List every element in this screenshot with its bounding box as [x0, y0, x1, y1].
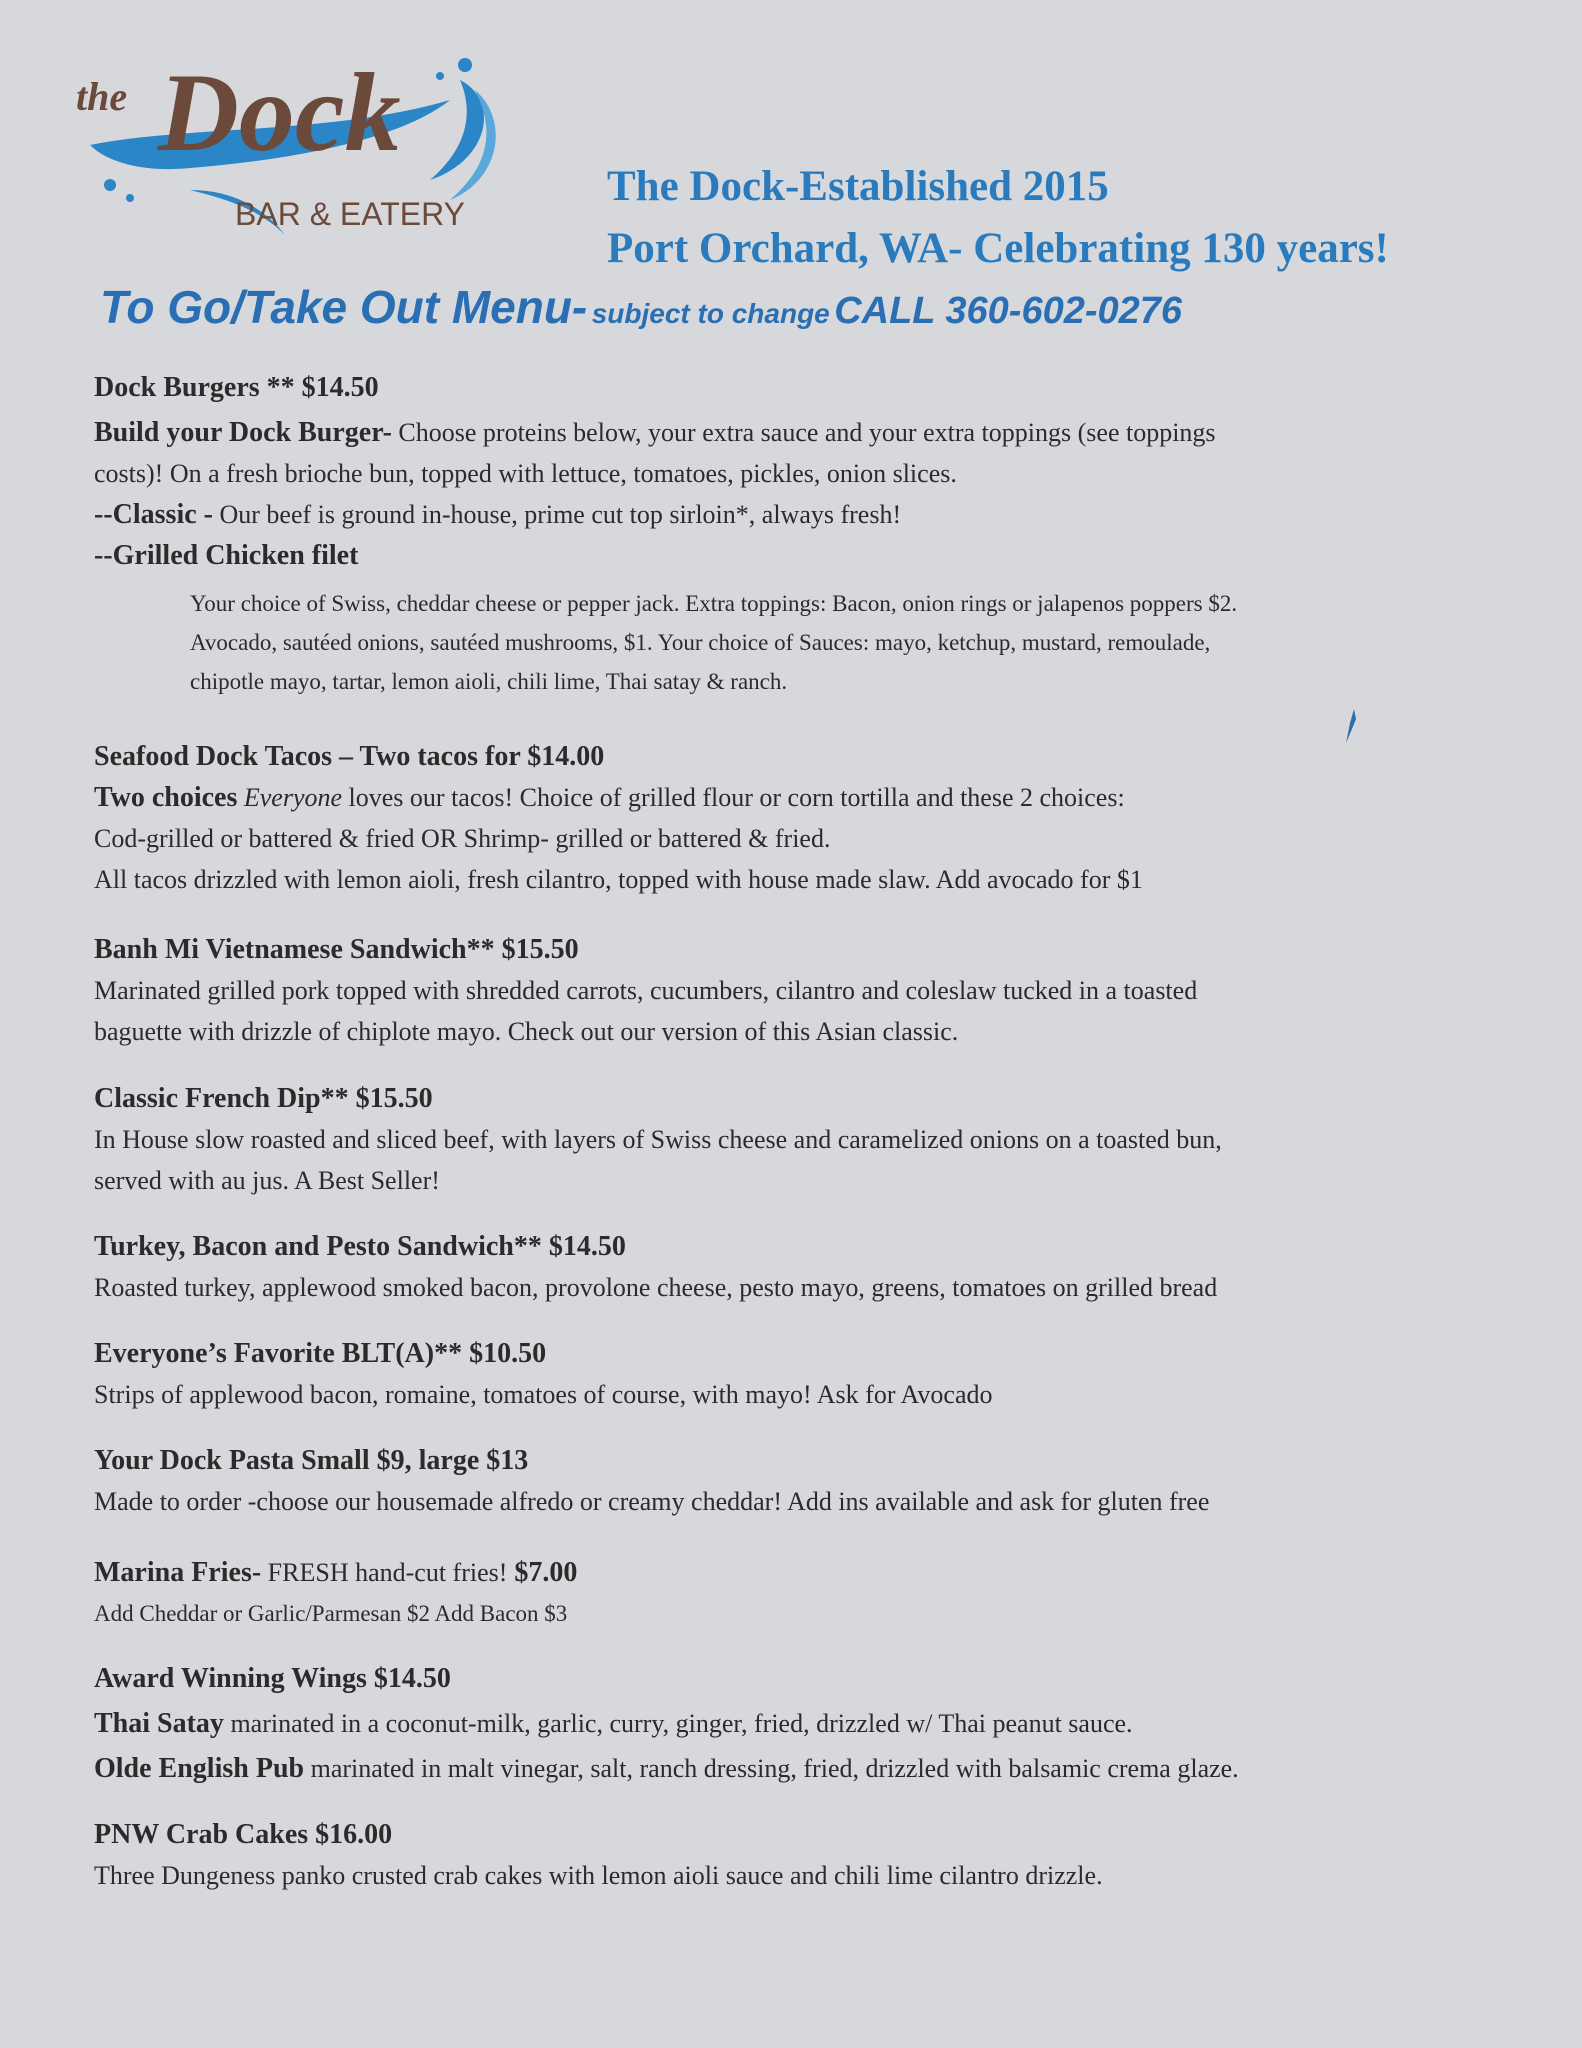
fries-title-rest: FRESH hand-cut fries!: [261, 1558, 508, 1587]
takeout-note: subject to change: [591, 298, 830, 329]
section-fries: [94, 1552, 1522, 1634]
classic-desc: Our beef is ground in-house, prime cut top sirloin*, always fresh!: [212, 500, 902, 529]
blt-desc: Strips of applewood bacon, romaine, tomatoes of course, with mayo! Ask for Avocado: [94, 1380, 993, 1409]
fries-desc: Add Cheddar or Garlic/Parmesan $2 Add Bacon $3: [94, 1601, 568, 1626]
banh-mi-desc: Marinated grilled pork topped with shredded carrots, cucumbers, cilantro and coleslaw tucked in a toasted: [94, 976, 1198, 1005]
turkey-title: Turkey, Bacon and Pesto Sandwich** $14.50: [94, 1231, 626, 1262]
takeout-title: To Go/Take Out Menu-: [100, 281, 588, 333]
logo-small-word: the: [76, 74, 128, 119]
water-drop: [126, 194, 134, 202]
takeout-heading: [100, 281, 1183, 333]
section-banh-mi: [94, 929, 1522, 1052]
tacos-choices-title: Two choices: [94, 782, 238, 813]
thai-satay-line: [94, 1703, 1522, 1744]
ink-mark: [1344, 707, 1358, 745]
section-turkey: [94, 1226, 1522, 1308]
pub-line: [94, 1748, 1522, 1789]
wings-title: Award Winning Wings $14.50: [94, 1663, 451, 1694]
logo: [70, 40, 510, 250]
section-wings: [94, 1658, 1522, 1789]
classic-line: [94, 494, 1522, 535]
thai-satay-desc: marinated in a coconut-milk, garlic, curry, ginger, fried, drizzled w/ Thai peanut sauce.: [223, 1709, 1133, 1738]
tacos-choices-line: [94, 777, 1522, 818]
dock-logo-graphic: [70, 40, 510, 250]
tacos-choices-desc: loves our tacos! Choice of grilled flour or corn tortilla and these 2 choices:: [342, 783, 1125, 812]
section-tacos: [94, 736, 1522, 900]
water-drop: [436, 72, 444, 80]
section-burgers: [94, 367, 1522, 701]
header-established: The Dock-Established 2015: [607, 163, 1109, 210]
tacos-title: Seafood Dock Tacos – Two tacos for $14.00: [94, 741, 605, 772]
french-dip-desc: In House slow roasted and sliced beef, with layers of Swiss cheese and caramelized onions on a toasted bun,: [94, 1125, 1222, 1154]
section-blt: [94, 1333, 1522, 1415]
section-french-dip: [94, 1078, 1522, 1201]
turkey-desc: Roasted turkey, applewood smoked bacon, provolone cheese, pesto mayo, greens, tomatoes on grilled bread: [94, 1273, 1218, 1302]
water-drop: [458, 58, 472, 72]
banh-mi-title: Banh Mi Vietnamese Sandwich** $15.50: [94, 934, 579, 965]
phone-number: CALL 360-602-0276: [834, 290, 1183, 332]
tacos-desc: All tacos drizzled with lemon aioli, fresh cilantro, topped with house made slaw. Add avocado for $1: [94, 865, 1143, 894]
pasta-desc: Made to order -choose our housemade alfredo or creamy cheddar! Add ins available and ask for gluten free: [94, 1487, 1210, 1516]
crab-title: PNW Crab Cakes $16.00: [94, 1819, 393, 1850]
french-dip-desc: served with au jus. A Best Seller!: [94, 1166, 440, 1195]
burger-options: Your choice of Swiss, cheddar cheese or pepper jack. Extra toppings: Bacon, onion rings or jalapenos poppers $2.: [190, 591, 1238, 616]
classic-title: --Classic -: [94, 499, 213, 530]
pasta-title: Your Dock Pasta Small $9, large $13: [94, 1445, 529, 1476]
wave-curl: [430, 80, 484, 180]
logo-main-word: Dock: [158, 51, 401, 175]
thai-satay-title: Thai Satay: [94, 1708, 224, 1739]
logo-tagline: BAR & EATERY: [235, 196, 465, 232]
banh-mi-desc: baguette with drizzle of chiplote mayo. Check out our version of this Asian classic.: [94, 1017, 959, 1046]
blt-title: Everyone’s Favorite BLT(A)** $10.50: [94, 1338, 547, 1369]
tacos-desc: Cod-grilled or battered & fried OR Shrimp- grilled or battered & fried.: [94, 824, 831, 853]
section-pasta: [94, 1440, 1522, 1522]
section-crab-cakes: [94, 1814, 1522, 1896]
burgers-title: Dock Burgers ** $14.50: [94, 372, 379, 403]
tacos-everyone: Everyone: [237, 783, 343, 812]
pub-title: Olde English Pub: [94, 1753, 305, 1784]
fries-title: Marina Fries-: [94, 1557, 262, 1588]
fries-price: $7.00: [507, 1557, 578, 1588]
burger-options: chipotle mayo, tartar, lemon aioli, chili lime, Thai satay & ranch.: [190, 669, 788, 694]
fries-title-line: [94, 1552, 1522, 1593]
build-desc-cont: costs)! On a fresh brioche bun, topped with lettuce, tomatoes, pickles, onion slices.: [94, 459, 957, 488]
build-title: Build your Dock Burger-: [94, 417, 392, 448]
chicken-title: --Grilled Chicken filet: [94, 540, 359, 571]
french-dip-title: Classic French Dip** $15.50: [94, 1083, 433, 1114]
build-desc: Choose proteins below, your extra sauce and your extra toppings (see toppings: [391, 418, 1216, 447]
crab-desc: Three Dungeness panko crusted crab cakes with lemon aioli sauce and chili lime cilantro drizzle.: [94, 1861, 1103, 1890]
water-drop: [104, 179, 116, 191]
pub-desc: marinated in malt vinegar, salt, ranch dressing, fried, drizzled with balsamic crema glaze.: [304, 1754, 1239, 1783]
burger-options: Avocado, sautéed onions, sautéed mushrooms, $1. Your choice of Sauces: mayo, ketchup, mustard, remoulade,: [190, 630, 1211, 655]
header-location: Port Orchard, WA- Celebrating 130 years!: [607, 225, 1389, 272]
build-burger-line: [94, 412, 1522, 453]
